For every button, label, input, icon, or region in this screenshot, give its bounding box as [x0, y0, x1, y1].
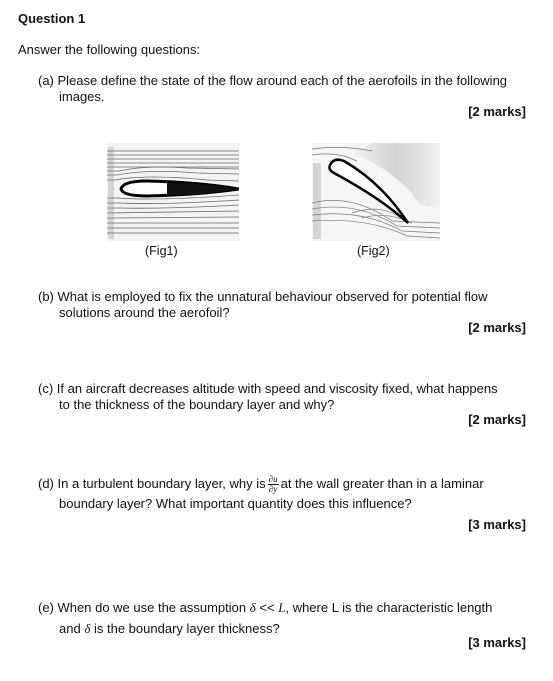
part-d-text: (d) In a turbulent boundary layer, why is $\frac{\partial u}{\partial y}$ at the wall greater than in a laminar boundary layer? What important quantity does this influence? — [38, 474, 484, 511]
delta-symbol: δ — [249, 600, 256, 615]
part-a-text: (a) Please define the state of the flow around each of the aerofoils in the following images. — [38, 73, 508, 104]
du-dy-fraction: $\frac{\partial u}{\partial y}$ — [268, 474, 278, 494]
part-d-marks: [3 marks] — [468, 517, 526, 532]
part-d-label: (d) — [38, 475, 54, 491]
part-a-label: (a) — [38, 73, 54, 88]
part-e-marks: [3 marks] — [468, 635, 526, 650]
part-c-marks: [2 marks] — [468, 412, 526, 427]
figure-2-image — [312, 143, 440, 241]
part-b-label: (b) — [38, 289, 54, 304]
part-b-marks: [2 marks] — [468, 320, 526, 335]
part-b-text: (b) What is employed to fix the unnatural behaviour observed for potential flow solutions around the aerofoil? — [38, 289, 488, 320]
part-a-marks: [2 marks] — [468, 104, 526, 119]
figure-2-caption: (Fig2) — [357, 244, 390, 258]
part-c-label: (c) — [38, 381, 54, 396]
part-e-label: (e) — [38, 600, 54, 615]
part-c-text: (c) If an aircraft decreases altitude with speed and viscosity fixed, what happens to the thickness of the boundary layer and why? — [38, 381, 498, 412]
figure-1-image — [107, 143, 239, 241]
question-intro: Answer the following questions: — [18, 42, 201, 57]
figure-1-caption: (Fig1) — [145, 244, 178, 258]
part-e-text: (e) When do we use the assumption δ << L, where L is the characteristic length and δ is the boundary layer thickness? — [38, 600, 493, 636]
question-title: Question 1 — [18, 11, 86, 26]
